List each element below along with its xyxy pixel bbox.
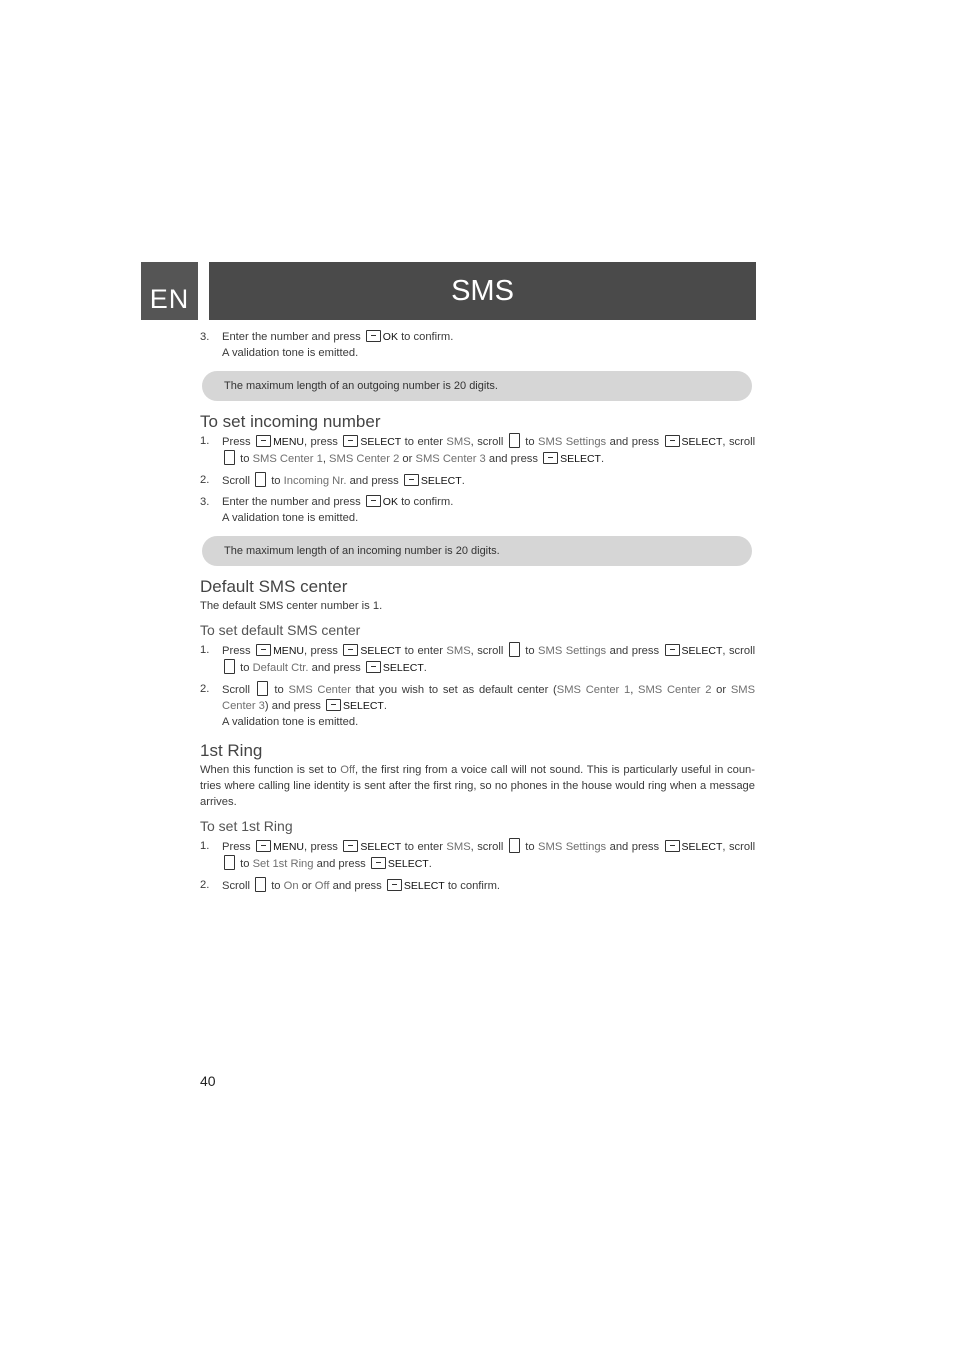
softkey-icon	[256, 435, 271, 447]
heading-first-ring: 1st Ring	[200, 741, 263, 760]
softkey-icon	[343, 435, 358, 447]
nav-scroll-icon	[224, 450, 235, 465]
list-item: 2. Scroll to On or Off and press SELECT to confirm.	[200, 879, 501, 892]
softkey-icon	[543, 452, 558, 464]
heading-default-center: Default SMS center	[200, 577, 348, 596]
language-tab	[141, 262, 198, 320]
softkey-icon	[343, 644, 358, 656]
first-ring-desc: When this function is set to Off, the first ring from a voice call will not sound. This is particularly useful in coun-tries where calling line identity is sent after the first ring, so no phones in the house would ring when a message arrives.	[200, 764, 756, 808]
softkey-icon	[326, 699, 341, 711]
softkey-icon	[256, 840, 271, 852]
language-code: EN	[149, 284, 190, 314]
list-item: 1. Press MENU, press SELECT to enter SMS, scroll to SMS Settings and press SELECT, scroll to Default Ctr. and press SELECT.	[200, 644, 756, 674]
softkey-icon	[371, 857, 386, 869]
list-item: 1. Press MENU, press SELECT to enter SMS, scroll to SMS Settings and press SELECT, scroll to SMS Center 1, SMS Center 2 or SMS Center 3 and press SELECT.	[200, 435, 756, 465]
nav-scroll-icon	[257, 681, 268, 696]
softkey-icon	[665, 840, 680, 852]
nav-scroll-icon	[509, 433, 520, 448]
page-number: 40	[200, 1073, 216, 1089]
chapter-title: SMS	[451, 274, 514, 307]
chapter-title-bar	[209, 262, 756, 320]
list-item: 2. Scroll to Incoming Nr. and press SELECT.	[200, 474, 465, 487]
first-ring-steps	[200, 838, 755, 894]
intro-steps	[200, 329, 755, 361]
softkey-icon	[387, 879, 402, 891]
incoming-steps	[200, 433, 755, 526]
softkey-icon	[366, 661, 381, 673]
list-item: 3. Enter the number and press OK to confirm. A validation tone is emitted.	[200, 331, 454, 359]
heading-incoming: To set incoming number	[200, 412, 381, 431]
nav-scroll-icon	[255, 472, 266, 487]
softkey-icon	[404, 474, 419, 486]
nav-scroll-icon	[255, 877, 266, 892]
list-item: 2. Scroll to SMS Center that you wish to set as default center (SMS Center 1, SMS Center 2 or SMS Center 3) and press SELECT. A validation tone is emitted.	[200, 683, 756, 728]
page-content	[200, 329, 755, 899]
list-item: 1. Press MENU, press SELECT to enter SMS, scroll to SMS Settings and press SELECT, scroll to Set 1st Ring and press SELECT.	[200, 840, 756, 870]
nav-scroll-icon	[224, 659, 235, 674]
nav-scroll-icon	[509, 642, 520, 657]
softkey-icon	[343, 840, 358, 852]
softkey-icon	[366, 330, 381, 342]
list-item: 3. Enter the number and press OK to confirm. A validation tone is emitted.	[200, 496, 454, 524]
note-incoming: The maximum length of an incoming number is 20 digits.	[202, 536, 752, 566]
default-center-steps	[200, 642, 755, 730]
softkey-icon	[665, 435, 680, 447]
default-center-desc: The default SMS center number is 1.	[200, 600, 383, 612]
subheading-default-center: To set default SMS center	[200, 622, 361, 638]
softkey-icon	[366, 495, 381, 507]
softkey-icon	[256, 644, 271, 656]
nav-scroll-icon	[224, 855, 235, 870]
nav-scroll-icon	[509, 838, 520, 853]
softkey-icon	[665, 644, 680, 656]
note-outgoing: The maximum length of an outgoing number is 20 digits.	[202, 371, 752, 401]
subheading-first-ring: To set 1st Ring	[200, 818, 293, 834]
